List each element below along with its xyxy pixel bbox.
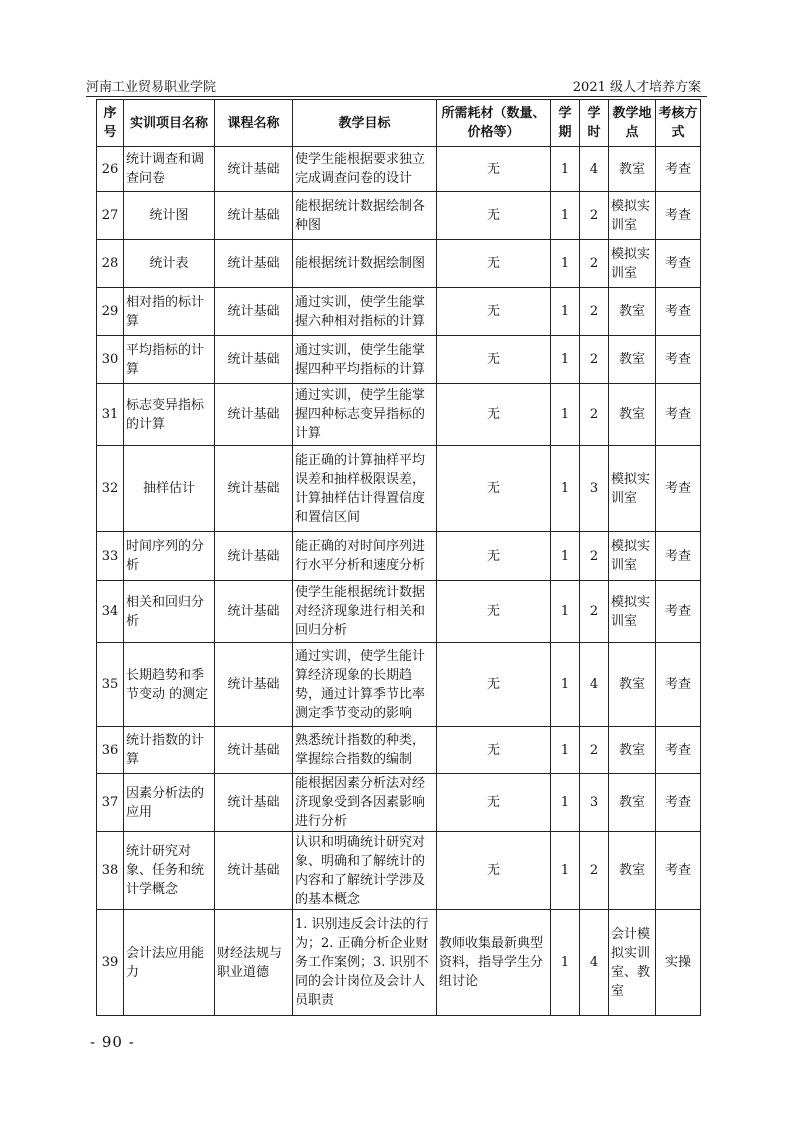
project-name: 相对指的标计算	[124, 288, 215, 336]
row-number: 37	[97, 774, 124, 832]
materials: 无	[437, 336, 551, 384]
table-row	[97, 240, 701, 288]
row-number: 32	[97, 446, 124, 532]
table-row	[97, 446, 701, 532]
teaching-goal: 认识和明确统计研究对象、明确和了解统计的内容和了解统计学涉及的基本概念	[293, 832, 437, 910]
hours: 2	[580, 581, 609, 643]
place: 会计模拟实训室、教室	[609, 910, 656, 1016]
assessment: 考查	[656, 774, 701, 832]
teaching-goal: 能正确的计算抽样平均误差和抽样极限误差，计算抽样估计得置信度和置信区间	[293, 446, 437, 532]
project-name: 统计调查和调查问卷	[124, 147, 215, 192]
hours: 2	[580, 288, 609, 336]
table-row	[97, 147, 701, 192]
row-number: 36	[97, 727, 124, 774]
place: 模拟实训室	[609, 581, 656, 643]
assessment: 考查	[656, 288, 701, 336]
table-row	[97, 832, 701, 910]
column-header: 所需耗材（数量、价格等）	[437, 100, 551, 147]
place: 模拟实训室	[609, 240, 656, 288]
term: 1	[551, 147, 580, 192]
teaching-goal: 能根据统计数据绘制图	[293, 240, 437, 288]
assessment: 考查	[656, 581, 701, 643]
column-header: 教学地点	[609, 100, 656, 147]
project-name: 因素分析法的应用	[124, 774, 215, 832]
project-name: 统计表	[124, 240, 215, 288]
term: 1	[551, 446, 580, 532]
place: 教室	[609, 288, 656, 336]
assessment: 考查	[656, 643, 701, 727]
project-name: 抽样估计	[124, 446, 215, 532]
place: 教室	[609, 774, 656, 832]
teaching-goal: 能根据因素分析法对经济现象受到各因素影响进行分析	[293, 774, 437, 832]
column-header: 学期	[551, 100, 580, 147]
course-name: 统计基础	[215, 832, 293, 910]
course-name: 统计基础	[215, 446, 293, 532]
project-name: 平均指标的计算	[124, 336, 215, 384]
column-header: 序号	[97, 100, 124, 147]
assessment: 考查	[656, 336, 701, 384]
term: 1	[551, 774, 580, 832]
term: 1	[551, 192, 580, 240]
header-school-name: 河南工业贸易职业学院	[86, 80, 217, 95]
header-document-title: 2021 级人才培养方案	[572, 80, 701, 95]
materials: 无	[437, 240, 551, 288]
place: 教室	[609, 384, 656, 446]
hours: 2	[580, 384, 609, 446]
term: 1	[551, 240, 580, 288]
row-number: 29	[97, 288, 124, 336]
teaching-goal: 能根据统计数据绘制各种图	[293, 192, 437, 240]
hours: 2	[580, 336, 609, 384]
column-header: 课程名称	[215, 100, 293, 147]
assessment: 考查	[656, 532, 701, 581]
assessment: 考查	[656, 240, 701, 288]
term: 1	[551, 643, 580, 727]
project-name: 统计研究对象、任务和统计学概念	[124, 832, 215, 910]
table-row	[97, 774, 701, 832]
table-row	[97, 643, 701, 727]
place: 教室	[609, 643, 656, 727]
materials: 无	[437, 727, 551, 774]
column-header: 考核方式	[656, 100, 701, 147]
project-name: 长期趋势和季节变动 的测定	[124, 643, 215, 727]
term: 1	[551, 832, 580, 910]
teaching-goal: 通过实训，使学生能掌握六种相对指标的计算	[293, 288, 437, 336]
project-name: 标志变异指标的计算	[124, 384, 215, 446]
place: 模拟实训室	[609, 532, 656, 581]
table-row	[97, 336, 701, 384]
course-name: 统计基础	[215, 240, 293, 288]
table-row	[97, 581, 701, 643]
hours: 4	[580, 643, 609, 727]
course-name: 统计基础	[215, 147, 293, 192]
column-header: 学时	[580, 100, 609, 147]
course-name: 统计基础	[215, 727, 293, 774]
term: 1	[551, 384, 580, 446]
assessment: 考查	[656, 446, 701, 532]
course-name: 统计基础	[215, 192, 293, 240]
assessment: 考查	[656, 147, 701, 192]
teaching-goal: 1. 识别违反会计法的行为；2. 正确分析企业财务工作案例；3. 识别不同的会计岗位及会计人员职责	[293, 910, 437, 1016]
materials: 无	[437, 288, 551, 336]
term: 1	[551, 288, 580, 336]
table-row	[97, 384, 701, 446]
teaching-goal: 通过实训，使学生能掌握四种标志变异指标的计算	[293, 384, 437, 446]
hours: 4	[580, 910, 609, 1016]
place: 教室	[609, 832, 656, 910]
page-number: - 90 -	[90, 1033, 135, 1051]
project-name: 会计法应用能力	[124, 910, 215, 1016]
course-name: 统计基础	[215, 384, 293, 446]
project-name: 时间序列的分析	[124, 532, 215, 581]
course-name: 统计基础	[215, 643, 293, 727]
table-row	[97, 727, 701, 774]
row-number: 27	[97, 192, 124, 240]
row-number: 39	[97, 910, 124, 1016]
hours: 2	[580, 192, 609, 240]
teaching-goal: 能正确的对时间序列进行水平分析和速度分析	[293, 532, 437, 581]
assessment: 考查	[656, 192, 701, 240]
hours: 4	[580, 147, 609, 192]
term: 1	[551, 336, 580, 384]
hours: 2	[580, 832, 609, 910]
term: 1	[551, 581, 580, 643]
assessment: 考查	[656, 832, 701, 910]
course-name: 统计基础	[215, 774, 293, 832]
project-name: 统计指数的计算	[124, 727, 215, 774]
table-row	[97, 288, 701, 336]
materials: 无	[437, 643, 551, 727]
assessment: 实操	[656, 910, 701, 1016]
row-number: 26	[97, 147, 124, 192]
course-name: 统计基础	[215, 532, 293, 581]
place: 教室	[609, 727, 656, 774]
row-number: 31	[97, 384, 124, 446]
place: 模拟实训室	[609, 446, 656, 532]
row-number: 28	[97, 240, 124, 288]
table-row	[97, 532, 701, 581]
column-header: 教学目标	[293, 100, 437, 147]
table-row	[97, 192, 701, 240]
place: 教室	[609, 147, 656, 192]
materials: 无	[437, 532, 551, 581]
hours: 3	[580, 446, 609, 532]
row-number: 34	[97, 581, 124, 643]
place: 教室	[609, 336, 656, 384]
materials: 无	[437, 446, 551, 532]
hours: 2	[580, 727, 609, 774]
teaching-goal: 通过实训，使学生能计算经济现象的长期趋势，通过计算季节比率测定季节变动的影响	[293, 643, 437, 727]
teaching-goal: 使学生能根据统计数据对经济现象进行相关和回归分析	[293, 581, 437, 643]
materials: 无	[437, 774, 551, 832]
training-projects-table	[96, 99, 701, 1016]
place: 模拟实训室	[609, 192, 656, 240]
teaching-goal: 使学生能根据要求独立完成调查问卷的设计	[293, 147, 437, 192]
teaching-goal: 熟悉统计指数的种类，掌握综合指数的编制	[293, 727, 437, 774]
course-name: 统计基础	[215, 581, 293, 643]
assessment: 考查	[656, 727, 701, 774]
term: 1	[551, 727, 580, 774]
course-name: 财经法规与职业道德	[215, 910, 293, 1016]
row-number: 30	[97, 336, 124, 384]
materials: 无	[437, 832, 551, 910]
table-row	[97, 910, 701, 1016]
project-name: 统计图	[124, 192, 215, 240]
materials: 教师收集最新典型资料，指导学生分组讨论	[437, 910, 551, 1016]
table-header-row	[97, 100, 701, 147]
project-name: 相关和回归分析	[124, 581, 215, 643]
materials: 无	[437, 192, 551, 240]
assessment: 考查	[656, 384, 701, 446]
hours: 2	[580, 240, 609, 288]
materials: 无	[437, 147, 551, 192]
term: 1	[551, 532, 580, 581]
row-number: 35	[97, 643, 124, 727]
column-header: 实训项目名称	[124, 100, 215, 147]
materials: 无	[437, 581, 551, 643]
teaching-goal: 通过实训，使学生能掌握四种平均指标的计算	[293, 336, 437, 384]
course-name: 统计基础	[215, 336, 293, 384]
hours: 2	[580, 532, 609, 581]
hours: 3	[580, 774, 609, 832]
row-number: 33	[97, 532, 124, 581]
materials: 无	[437, 384, 551, 446]
course-name: 统计基础	[215, 288, 293, 336]
term: 1	[551, 910, 580, 1016]
row-number: 38	[97, 832, 124, 910]
header-rule	[86, 96, 707, 97]
